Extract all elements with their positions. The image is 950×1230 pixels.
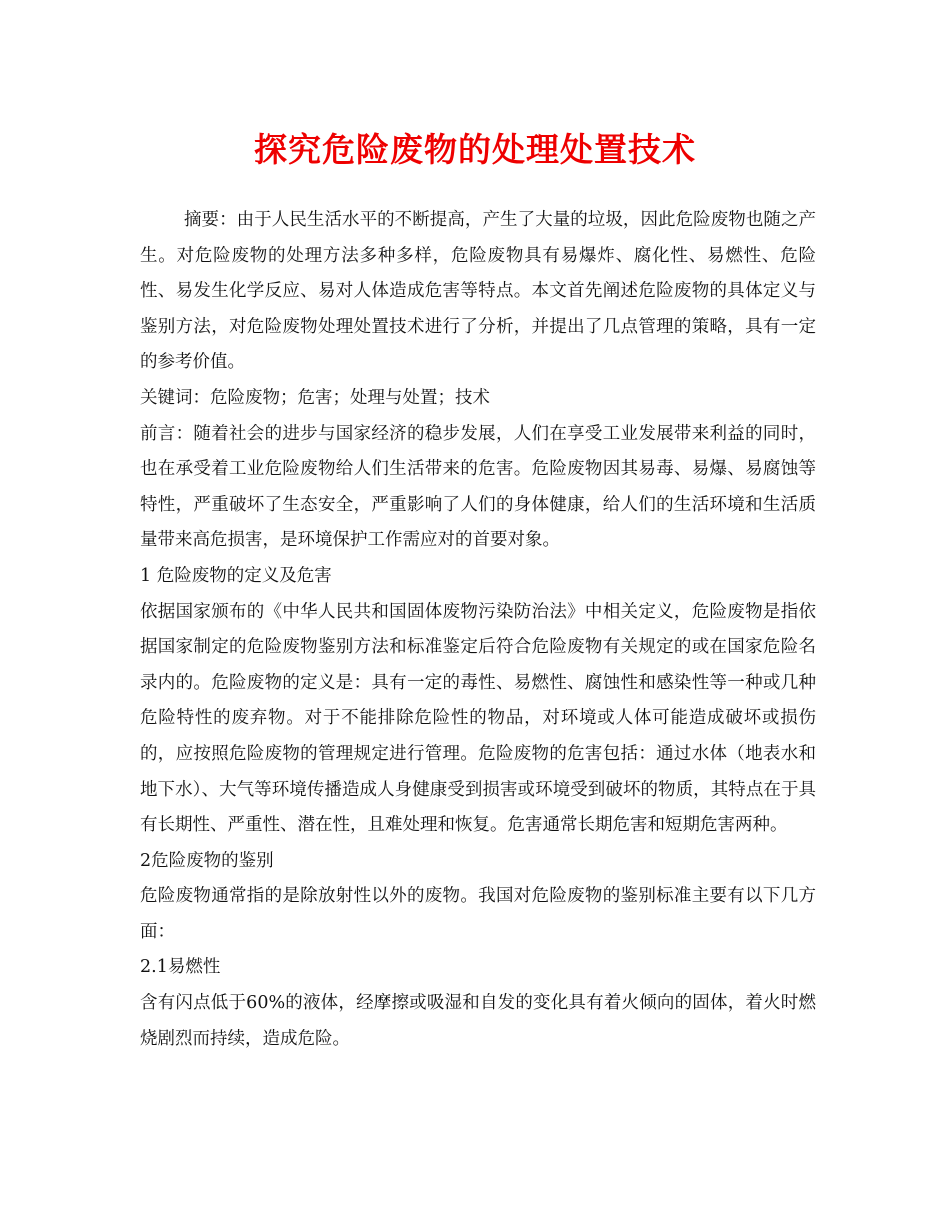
- subsection-2-1-paragraph: 含有闪点低于60%的液体，经摩擦或吸湿和自发的变化具有着火倾向的固体，着火时燃烧剧烈而持续，造成危险。: [140, 993, 816, 1049]
- preface-paragraph: 前言：随着社会的进步与国家经济的稳步发展，人们在享受工业发展带来利益的同时，也在承受着工业危险废物给人们生活带来的危害。危险废物因其易毒、易爆、易腐蚀等特性，严重破坏了生态安全，严重影响了人们的身体健康，给人们的生活环境和生活质量带来高危损害，是环境保护工作需应对的首要对象。: [140, 423, 816, 551]
- subsection-heading-2-1: 2.1易燃性: [140, 957, 221, 978]
- section-2-paragraph: 危险废物通常指的是除放射性以外的废物。我国对危险废物的鉴别标准主要有以下几方面：: [140, 886, 816, 942]
- abstract-paragraph: 摘要：由于人民生活水平的不断提高，产生了大量的垃圾，因此危险废物也随之产生。对危险废物的处理方法多种多样，危险废物具有易爆炸、腐化性、易燃性、危险性、易发生化学反应、易对人体造成危害等特点。本文首先阐述危险废物的具体定义与鉴别方法，对危险废物处理处置技术进行了分析，并提出了几点管理的策略，具有一定的参考价值。: [140, 210, 816, 373]
- section-heading-1: 1 危险废物的定义及危害: [140, 565, 332, 586]
- document-body: [140, 203, 816, 1057]
- document-title: 探究危险废物的处理处置技术: [254, 130, 696, 169]
- section-1-paragraph: 依据国家颁布的《中华人民共和国固体废物污染防治法》中相关定义，危险废物是指依据国家制定的危险废物鉴别方法和标准鉴定后符合危险废物有关规定的或在国家危险名录内的。危险废物的定义是：具有一定的毒性、易燃性、腐蚀性和感染性等一种或几种危险特性的废弃物。对于不能排除危险性的物品，对环境或人体可能造成破坏或损伤的，应按照危险废物的管理规定进行管理。危险废物的危害包括：通过水体（地表水和地下水）、大气等环境传播造成人身健康受到损害或环境受到破坏的物质，其特点在于具有长期性、严重性、潜在性，且难处理和恢复。危害通常长期危害和短期危害两种。: [140, 601, 816, 836]
- section-heading-2: 2危险废物的鉴别: [140, 850, 274, 871]
- keywords-line: 关键词：危险废物；危害；处理与处置；技术: [140, 387, 490, 408]
